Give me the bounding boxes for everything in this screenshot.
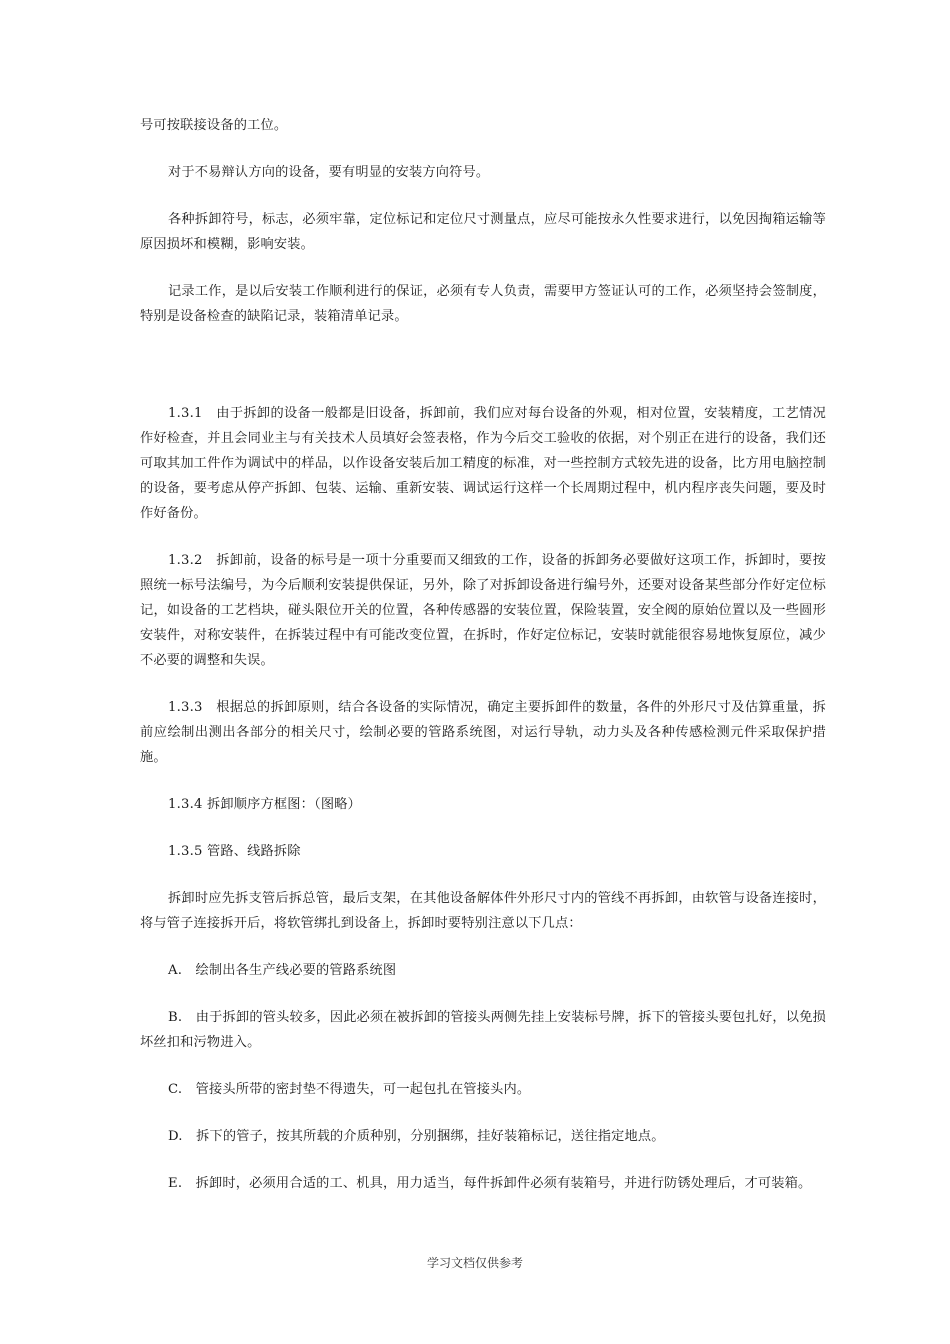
paragraph-continuation: 号可按联接设备的工位。 — [140, 118, 288, 133]
paragraph-record-work: 记录工作，是以后安装工作顺利进行的保证，必须有专人负责，需要甲方签证认可的工作，必须坚持会签制度，特别是设备检查的缺陷记录，装箱清单记录。 — [140, 284, 826, 324]
paragraph-1-3-2: 1.3.2 拆卸前，设备的标号是一项十分重要而又细致的工作，设备的拆卸务必要做好这项工作，拆卸时，要按照统一标号法编号，为今后顺利安装提供保证，另外，除了对拆卸设备进行编号外，还要对设备某些部分作好定位标记，如设备的工艺档块，碰头限位开关的位置，各种传感器的安装位置，保险装置，安全阀的原始位置以及一些圆形安装件，对称安装件，在拆装过程中有可能改变位置，在拆时，作好定位标记，安装时就能很容易地恢复原位，减少不必要的调整和失误。 — [140, 553, 826, 668]
list-item-e: E. 拆卸时，必须用合适的工、机具，用力适当，每件拆卸件必须有装箱号，并进行防锈处理后，才可装箱。 — [168, 1176, 812, 1191]
paragraph-dismantle-marks: 各种拆卸符号，标志，必须牢靠，定位标记和定位尺寸测量点，应尽可能按永久性要求进行，以免因掏箱运输等原因损坏和模糊，影响安装。 — [140, 212, 826, 252]
list-item-b: B. 由于拆卸的管头较多，因此必须在被拆卸的管接头两侧先挂上安装标号牌，拆下的管接头要包扎好，以免损坏丝扣和污物进入。 — [140, 1010, 826, 1050]
list-item-d: D. 拆下的管子，按其所载的介质种别，分别捆绑，挂好装箱标记，送往指定地点。 — [168, 1129, 665, 1144]
paragraph-direction-symbol: 对于不易辩认方向的设备，要有明显的安装方向符号。 — [168, 165, 490, 180]
page-footer: 学习文档仅供参考 — [426, 1256, 523, 1270]
paragraph-1-3-3: 1.3.3 根据总的拆卸原则，结合各设备的实际情况，确定主要拆卸件的数量，各件的外形尺寸及估算重量，拆前应绘制出测出各部分的相关尺寸，绘制必要的管路系统图，对运行导轨，动力头及各种传感检测元件采取保护措施。 — [140, 700, 826, 765]
list-item-c: C. 管接头所带的密封垫不得遗失，可一起包扎在管接头内。 — [168, 1082, 531, 1097]
heading-1-3-4: 1.3.4 拆卸顺序方框图：（图略） — [168, 797, 361, 812]
list-item-a: A. 绘制出各生产线必要的管路系统图 — [168, 963, 397, 978]
heading-1-3-5: 1.3.5 管路、线路拆除 — [168, 844, 301, 859]
paragraph-pipe-removal: 拆卸时应先拆支管后拆总管，最后支架，在其他设备解体件外形尺寸内的管线不再拆卸，由软管与设备连接时，将与管子连接拆开后，将软管绑扎到设备上，拆卸时要特别注意以下几点： — [140, 891, 826, 931]
document-body — [140, 113, 826, 1196]
paragraph-1-3-1: 1.3.1 由于拆卸的设备一般都是旧设备，拆卸前，我们应对每台设备的外观，相对位置，安装精度，工艺情况作好检查，并且会同业主与有关技术人员填好会签表格，作为今后交工验收的依据，对个别正在进行的设备，我们还可取其加工件作为调试中的样品，以作设备安装后加工精度的标准，对一些控制方式较先进的设备，比方用电脑控制的设备，要考虑从停产拆卸、包装、运输、重新安装、调试运行这样一个长周期过程中，机内程序丧失问题，要及时作好备份。 — [140, 406, 826, 521]
